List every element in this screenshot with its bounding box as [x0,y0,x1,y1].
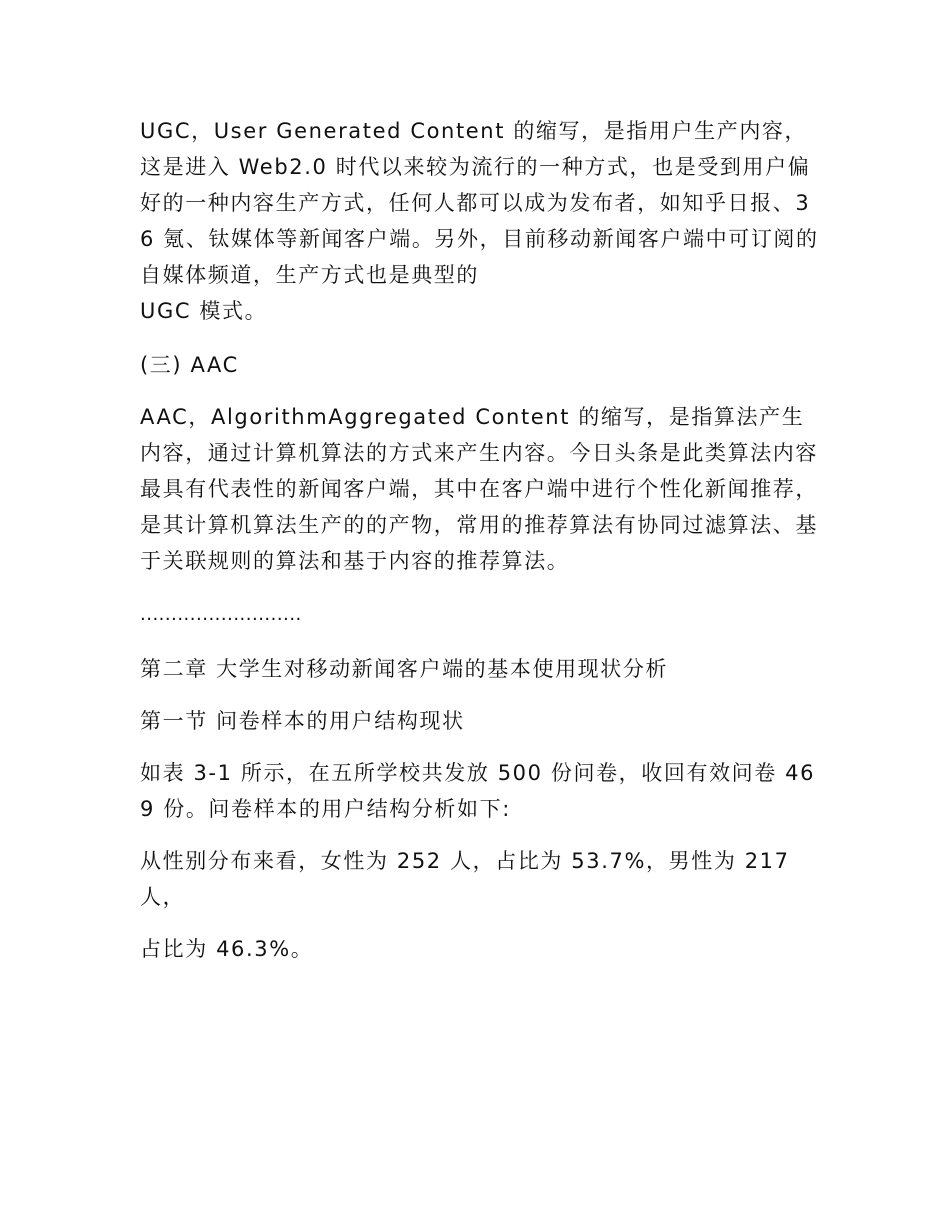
paragraph-aac-definition: AAC，AlgorithmAggregated Content 的缩写，是指算法产生内容，通过计算机算法的方式来产生内容。今日头条是此类算法内容最具有代表性的新闻客户端，其中在客户端中进行个性化新闻推荐，是其计算机算法生产的的产物，常用的推荐算法有协同过滤算法、基于关联规则的算法和基于内容的推荐算法。 [140,405,818,573]
paragraph-ugc-mode: UGC 模式。 [140,299,268,323]
paragraph-male-ratio: 占比为 46.3%。 [140,937,314,961]
paragraph-ugc-definition: UGC，User Generated Content 的缩写，是指用户生产内容，这是进入 Web2.0 时代以来较为流行的一种方式，也是受到用户偏好的一种内容生产方式，任何人都可以成为发布者，如知乎日报、36 氪、钛媒体等新闻客户端。另外，目前移动新闻客户端中可订阅的自媒体频道，生产方式也是典型的 [140,119,819,287]
section-heading-aac: (三) AAC [140,353,239,377]
section-heading: 第一节 问卷样本的用户结构现状 [140,709,465,733]
chapter-heading: 第二章 大学生对移动新闻客户端的基本使用现状分析 [140,657,669,681]
paragraph-survey-summary: 如表 3-1 所示，在五所学校共发放 500 份问卷，收回有效问卷 469 份。问卷样本的用户结构分析如下: [140,761,816,821]
document-page [140,113,820,983]
ellipsis-separator: .......................... [140,604,302,625]
paragraph-gender-distribution: 从性别分布来看，女性为 252 人，占比为 53.7%，男性为 217 人， [140,849,790,909]
